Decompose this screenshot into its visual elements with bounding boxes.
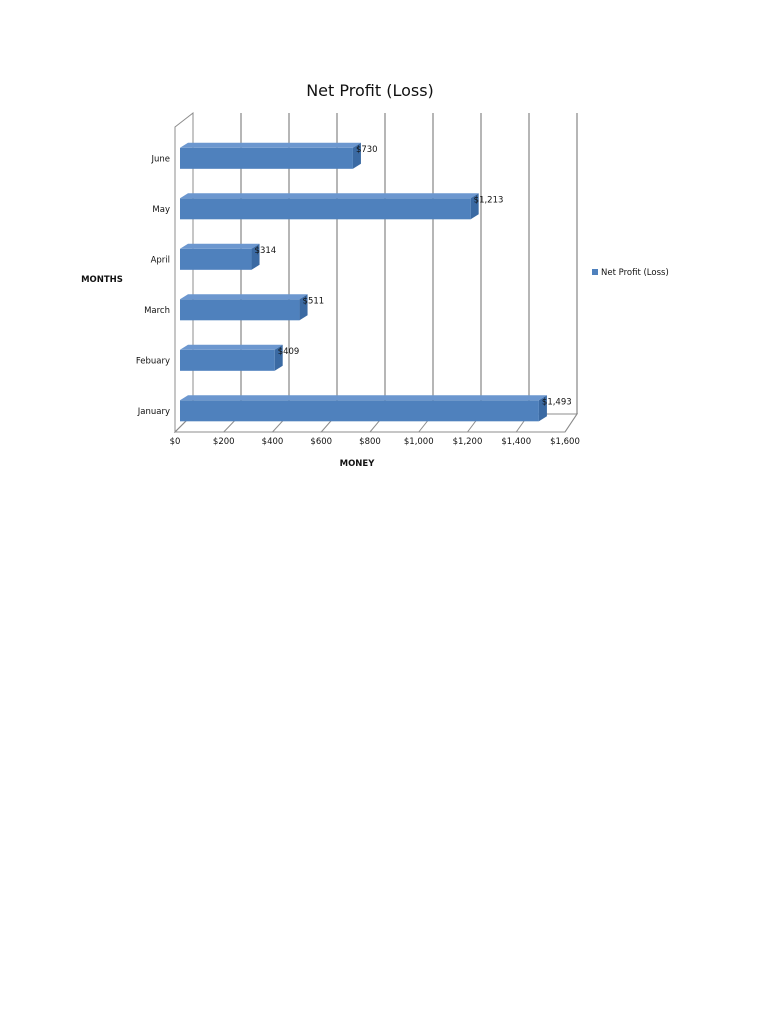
bar-front xyxy=(180,350,275,371)
bar xyxy=(180,244,260,270)
data-label: $730 xyxy=(355,144,378,155)
bar xyxy=(180,193,479,219)
bar-front xyxy=(180,148,353,169)
data-label: $1,213 xyxy=(473,195,504,206)
bar-top xyxy=(180,294,308,299)
y-axis-title: MONTHS xyxy=(81,275,123,285)
x-tick-labels xyxy=(170,437,580,447)
data-label: $314 xyxy=(254,245,277,256)
legend xyxy=(592,268,669,278)
bars xyxy=(180,143,547,422)
legend-swatch xyxy=(592,269,598,275)
bar-front xyxy=(180,249,252,270)
x-tick-label: $1,000 xyxy=(403,437,434,447)
bar-front xyxy=(180,299,300,320)
category-label: March xyxy=(144,305,170,316)
bar xyxy=(180,345,283,371)
x-tick-label: $1,600 xyxy=(550,437,580,447)
x-tick-label: $1,400 xyxy=(501,437,532,447)
x-tick-label: $200 xyxy=(212,437,235,447)
data-labels xyxy=(255,145,572,408)
legend-label: Net Profit (Loss) xyxy=(601,268,669,278)
data-label: $409 xyxy=(277,346,300,357)
x-tick-label: $400 xyxy=(261,437,284,447)
data-label: $1,493 xyxy=(541,397,572,408)
bar-top xyxy=(180,345,283,350)
x-axis-title: MONEY xyxy=(339,459,375,469)
x-tick-label: $600 xyxy=(310,437,333,447)
data-label: $511 xyxy=(302,296,325,307)
x-tick-label: $800 xyxy=(359,437,381,447)
bar xyxy=(180,395,547,421)
category-label: Febuary xyxy=(135,356,170,367)
bar-front xyxy=(180,198,471,219)
category-label: May xyxy=(152,204,170,215)
category-labels xyxy=(136,154,170,417)
bar-top xyxy=(180,395,547,400)
x-tick-label: $1,200 xyxy=(452,437,483,447)
bar-top xyxy=(180,193,479,198)
bar-top xyxy=(180,244,260,249)
x-tick-label: $0 xyxy=(169,437,181,447)
bar xyxy=(180,294,308,320)
bar xyxy=(180,143,361,169)
bar-front xyxy=(180,400,539,421)
category-label: January xyxy=(137,406,170,417)
category-label: April xyxy=(150,255,170,266)
category-label: June xyxy=(151,154,170,165)
bar-top xyxy=(180,143,361,148)
chart-title: Net Profit (Loss) xyxy=(306,81,434,100)
